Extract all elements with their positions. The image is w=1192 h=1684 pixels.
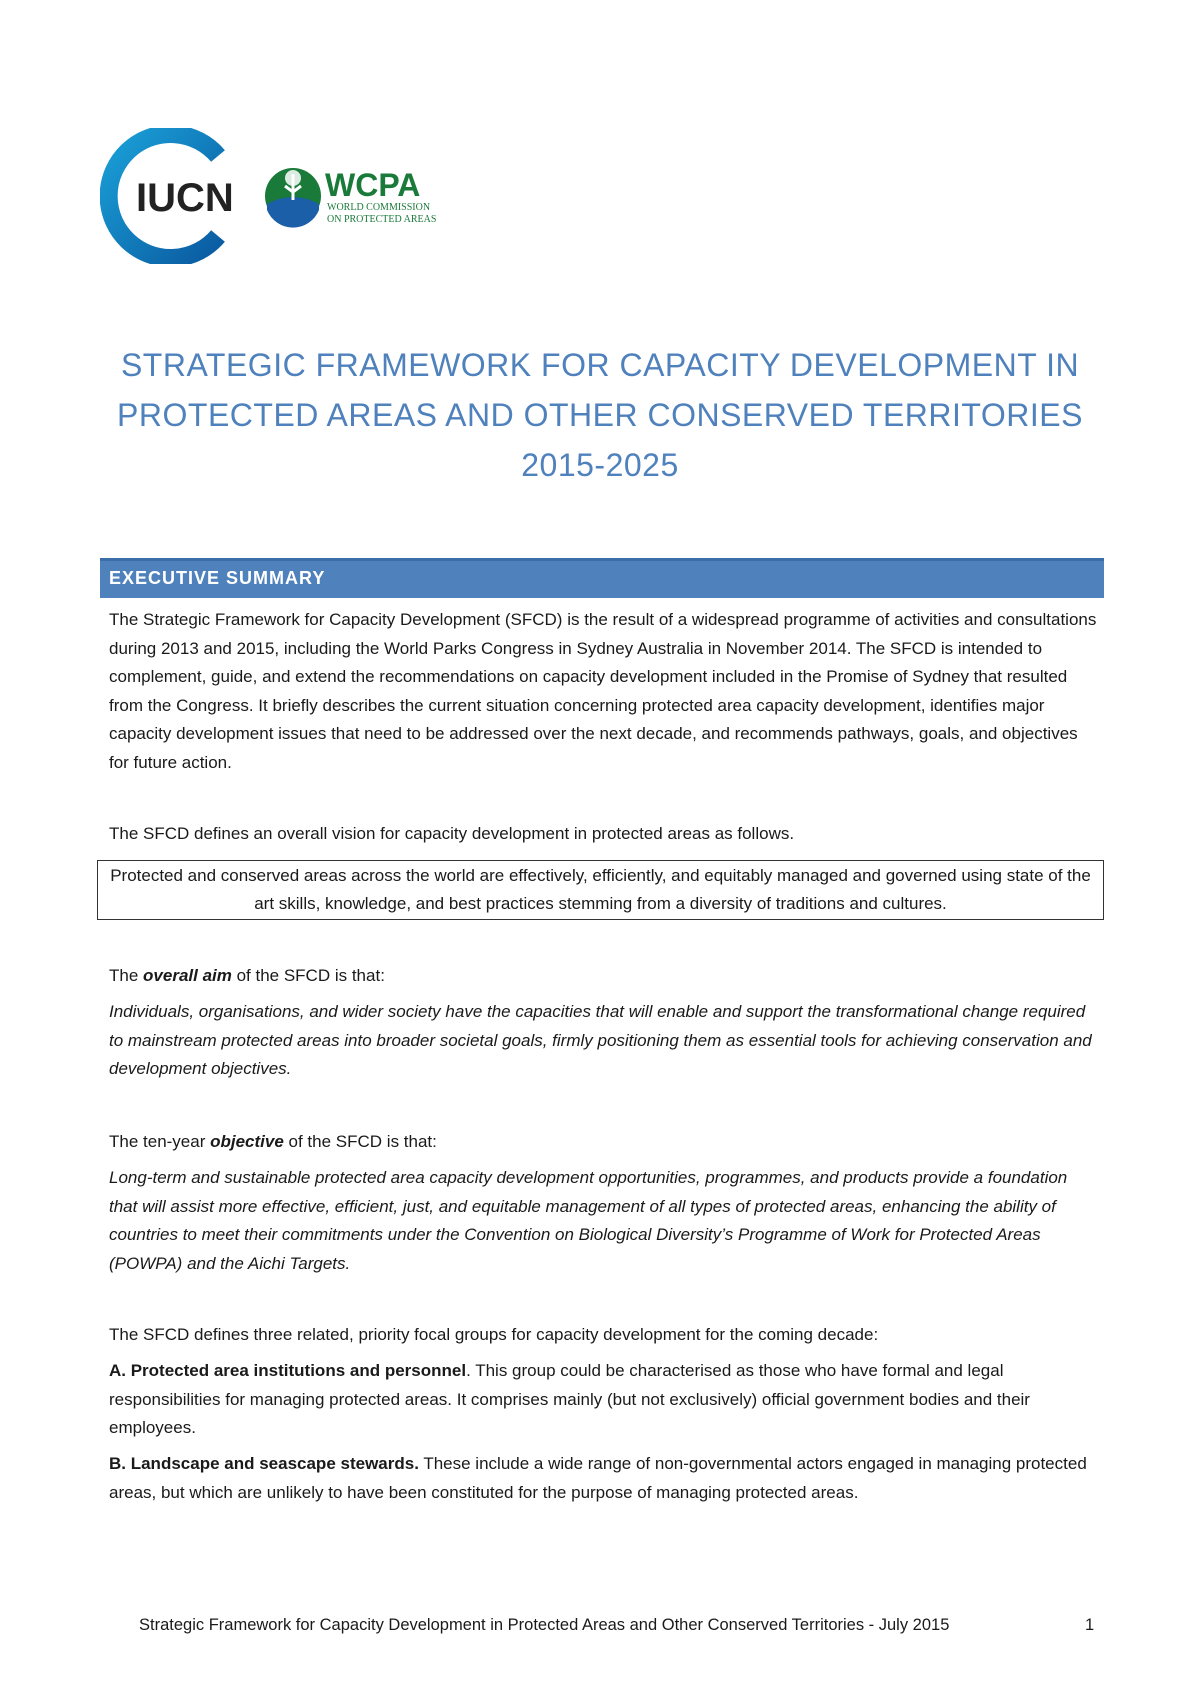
section-heading-bar [100,558,1104,598]
group-a-label: A. Protected area institutions and personnel [109,1361,467,1380]
title-line-3: 2015-2025 [521,447,679,483]
section-heading: EXECUTIVE SUMMARY [109,568,326,588]
vision-intro: The SFCD defines an overall vision for capacity development in protected areas as follows. [109,824,795,843]
objective-post: of the SFCD is that: [283,1132,437,1151]
iucn-logo [100,128,236,264]
objective-text: Long-term and sustainable protected area capacity development opportunities, programmes, and products provide a foundation that will assist more effective, efficient, just, and equitable management of all types of protected areas, enhancing the ability of countries to meet their commitments under the Convention on Biological Diversity’s Programme of Work for Protected Areas (POWPA) and the Aichi Targets. [109,1168,1068,1273]
aim-text: Individuals, organisations, and wider society have the capacities that will enable and support the transformational change required to mainstream protected areas into broader societal goals, firmly positioning them as essential tools for achieving conservation and development objectives. [109,1002,1092,1078]
wcpa-logo-text: WCPA [325,167,421,203]
iucn-logo-text: IUCN [136,176,234,220]
page-footer: Strategic Framework for Capacity Development in Protected Areas and Other Conserved Territories - July 2015 [139,1616,950,1634]
document-title [100,340,1100,490]
group-b [109,1450,1099,1507]
group-b-text: These include a wide range of non-governmental actors engaged in managing protected areas, but which are unlikely to have been constituted for the purpose of managing protected areas. [109,1454,1087,1502]
group-a [109,1357,1099,1443]
logo-area [100,120,520,260]
wcpa-logo-sub2: ON PROTECTED AREAS [327,214,437,225]
intro-paragraph: The Strategic Framework for Capacity Development (SFCD) is the result of a widespread programme of activities and consultations during 2013 and 2015, including the World Parks Congress in Sydney Australia in November 2014. The SFCD is intended to complement, guide, and extend the recommendations on capacity development included in the Promise of Sydney that resulted from the Congress. It briefly describes the current situation concerning protected area capacity development, identifies major capacity development issues that need to be addressed over the next decade, and recommends pathways, goals, and objectives for future action. [109,610,1097,772]
title-line-2: PROTECTED AREAS AND OTHER CONSERVED TERRITORIES [117,397,1083,433]
groups-intro: The SFCD defines three related, priority focal groups for capacity development for the coming decade: [109,1325,879,1344]
aim-pre: The [109,966,144,985]
group-b-label: B. Landscape and seascape stewards. [109,1454,419,1473]
wcpa-logo-sub1: WORLD COMMISSION [327,202,431,213]
vision-text: Protected and conserved areas across the world are effectively, efficiently, and equitably managed and governed using state of the art skills, knowledge, and best practices stemming from a diversity of traditions and cultures. [110,866,1091,913]
aim-post: of the SFCD is that: [231,966,385,985]
objective-intro [109,1128,1099,1157]
aim-keyword: overall aim [143,966,232,985]
objective-pre: The ten-year [109,1132,211,1151]
title-line-1: STRATEGIC FRAMEWORK FOR CAPACITY DEVELOPMENT IN [120,347,1080,383]
objective-keyword: objective [210,1132,284,1151]
page-number: 1 [1085,1616,1095,1634]
group-a-text: . This group could be characterised as those who have formal and legal responsibilities for managing protected areas. It comprises mainly (but not exclusively) official government bodies and their employees. [109,1361,1030,1437]
vision-box [97,860,1104,920]
aim-intro [109,962,1099,991]
wcpa-logo [263,160,443,232]
